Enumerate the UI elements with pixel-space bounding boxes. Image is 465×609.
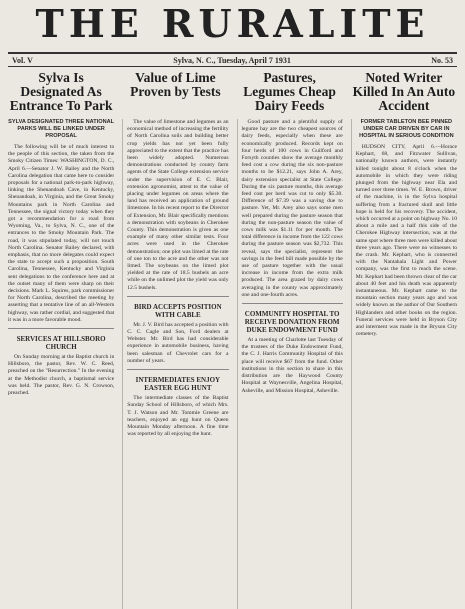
article-headline: BIRD ACCEPTS POSITION WITH CABLE — [134, 302, 222, 319]
headline-pastures: Pastures, Legumes Cheap Dairy Feeds — [243, 70, 336, 113]
issue-number: No. 53 — [431, 55, 453, 65]
column-4 — [351, 119, 457, 609]
article-text: Good pasture and a plentiful supply of legume hay are the two cheapest sources of dairy feeds, especially when these are economically produced. Records kept on four herds of 100 cows in Guilford and Forsyth counties show the average monthly feed cost a cow during the six non-pasture months to be $12.21, says John A. Arey, dairy extension specialist at State College. During the six pasture months, this average feed cost per herd was cut to only $5.30. Difference of $7.39 was a saving due to pasture. Yet, Mr. Arey also says some men well prepared during the pasture season that during the non-pasture season the value of cows milk was $1.11 for per month. The total difference in income from the 122 cows during the pasture season was $2,732. This reveal, says the specialist, represent the savings in the feed bill made possible by the use of pasture together with the usual increase in income from the extra milk produced. The area grazed by dairy cows averaging in the county was approximately one and one-fourth acres. — [241, 119, 343, 298]
article-text: Mr. J. V. Bird has accepted a position with C. C. Cagle and Son, Ford dealers at Webster. Mr. Bird has had considerable experience in automobile business, having been salesman of Chevrolet cars for a number of years. — [127, 321, 229, 364]
divider — [8, 328, 114, 329]
column-1 — [8, 119, 114, 609]
masthead-title: THE RURALITE — [35, 1, 430, 46]
article-text: The value of limestone and legumes as an economical method of increasing the fertility of North Carolina soils and building better crop yields has not yet been fully appreciated to the extent that the practice has been widely adopted. Numerous demonstrations conducted by county farm agents of the State College extension service under the supervision of E. C. Blair, extension agronomist, attest to the value of placing under legumes on areas where the land has received an application of ground limestone. In his recent report to the Director of Extension, Mr. Blair specifically mentions a demonstration with soybeans in Cherokee County. This demonstration is given as one example of many other similar tests. Four acres were used in the Cherokee demonstration; one plot was limed at the rate of one ton to the acre and the other was not limed. The soybeans on the limed plot yielded at the rate of 18.5 bushels an acre while on the unlimed plot the yield was only 12.5 bushels. — [127, 119, 229, 291]
volume-label: Vol. V — [12, 55, 33, 65]
column-2 — [122, 119, 228, 609]
article-text: On Sunday morning at the Baptist church in Hillsboro, the pastor, Rev. W. C. Reed, preached on the "Resurrection." In the evening at the Methodist church, a baptismal service was held. The pastor, Rev. G. N. Crowson, preached. — [8, 354, 115, 397]
column-3 — [237, 119, 343, 609]
article-text: The following will be of much interest to the people of this section, the taken from the Smoky Citizen Times: WASHINGTON, D. C., April 6.—Senator J. W. Bailey and the North Carolina delegation that came here to consider proposals for a national park-to-park highway, linking the Shenandoah Cave, in Kentucky, Shenandoah, in Virginia, and the Great Smoky Mountains park in North Carolina and Tennessee, the signal victory today when they got a recommendation for a road from Wyoming, Va., to Sylva, N. C., one of the entrances to the Smoky Mountain Park. The road, it was stipulated today, will not touch North Carolina. Senator Bailey declared, with emphasis, that no more delegates could expect the state to accept such a proposition. South Carolina, Tennessee, Kentucky and Virginia sent delegations to the conference here and at the outset many of them were sharp on their decisions. Mark L. Squires, park commissioner for North Carolina, described the meeting by asserting that a tentative line of an all-Western highway, was rather cordial, and suggested that it was in a more favorable mood. — [8, 144, 115, 323]
article-headline: COMMUNITY HOSPITAL TO RECEIVE DONATION FROM DUKE ENDOWMENT FUND — [244, 310, 340, 335]
headline-lime: Value of Lime Proven by Tests — [130, 70, 221, 99]
subheadline: SYLVA DESIGNATED THREE NATIONAL PARKS WILL BE LINKED UNDER PROPOSAL — [8, 119, 115, 139]
article-text: HUDSON CITY, April 6.—Horace Kephart, 68, and Fitzwater Sullivan, nationally known authors, were instantly killed tonight about 8 o'clock when the automobile in which they were riding plunged from the highway near Ela and turned over three times. W. E. Brown, driver of the machine, is in the Sylva hospital suffering from a fractured skull and little hope is held for his recovery. The accident, which occurred at a point on highway No. 10 about a mile and a half this side of the Cherokee Highway intersection, was at the same spot where three men were killed about three years ago. There were no witnesses to the crash. Mr. Kephart, who is connected with the Nantahala Light and Power company, was the first to reach the scene. Mr. Kephart had been thrown clear of the car about 40 feet and his death was apparently instantaneous. Mr. Kephart came to the mountain section many years ago and was widely known as the author of Our Southern Highlanders and other books on the region. Funeral services were held in Bryson City and interment was made in the Bryson City cemetery. — [355, 144, 457, 338]
article-headline: SERVICES AT HILLSBORO CHURCH — [16, 335, 106, 352]
divider — [127, 296, 228, 297]
article-headline: INTERMEDIATES ENJOY EASTER EGG HUNT — [135, 376, 221, 393]
place-date: Sylva, N. C., Tuesday, April 7 1931 — [173, 55, 291, 65]
subheadline: FORMER TABLETON BEE PINNED UNDER CAR DRIVEN BY CAR IN HOSPITAL IN SERIOUS CONDITION — [359, 119, 454, 139]
article-text: The intermediate classes of the Baptist Sunday School of Hillsboro, of which Mrs. T. J. Watson and Mr. Tommie Greene are teachers, enjoyed an egg hunt on Queen Mountain Monday afternoon. A fine time was reported by all enjoying the hunt. — [127, 395, 229, 438]
headline-sylva: Sylva Is Designated As Entrance To Park — [9, 70, 113, 113]
headline-writer: Noted Writer Killed In An Auto Accident — [352, 70, 456, 113]
article-text: At a meeting of Charlotte last Tuesday of the trustees of the Duke Endowment Fund, the C. J. Harris Community Hospital of this place will receive $67 from the fund. Other institutions in this section to share in this distribution are the Haywood County Hospital at Waynesville, Angelina Hospital, Asheville, and Mission Hospital, Asheville. — [241, 337, 343, 394]
dateline — [8, 52, 457, 67]
headline-row — [8, 71, 457, 113]
divider — [242, 303, 343, 304]
divider — [127, 369, 228, 370]
article-columns — [8, 119, 457, 609]
